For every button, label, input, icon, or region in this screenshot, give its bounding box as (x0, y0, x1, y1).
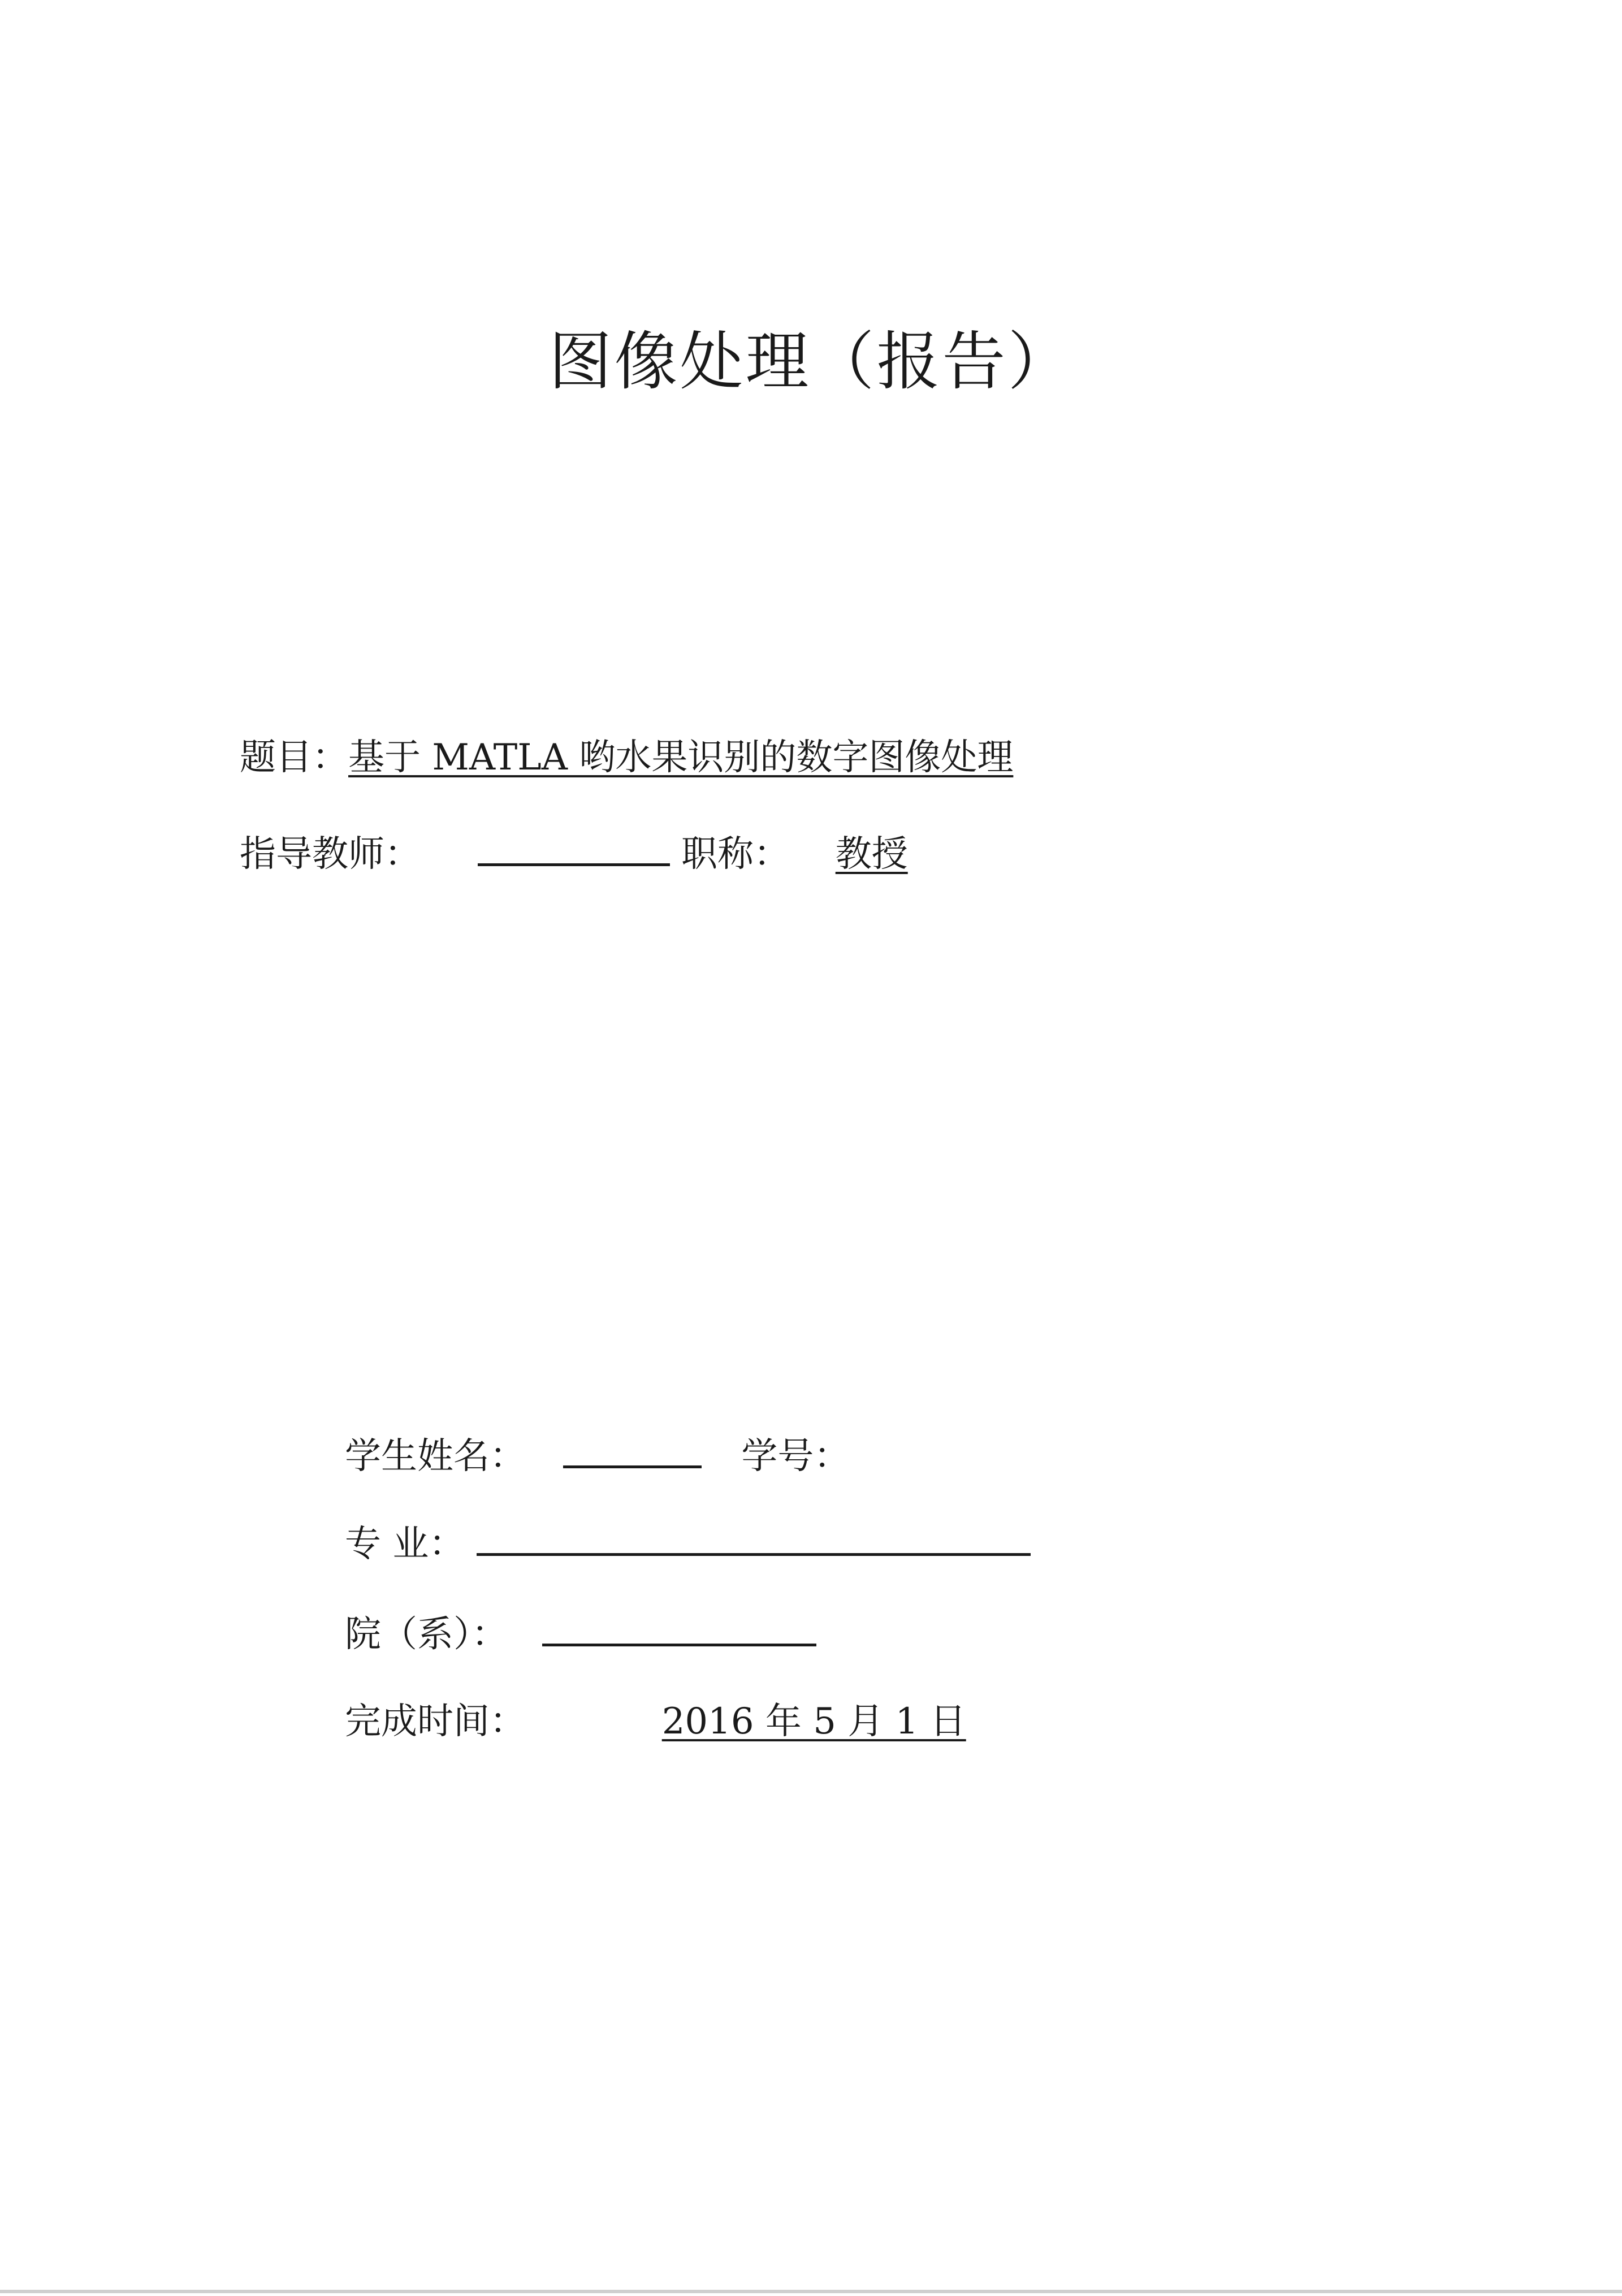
page-bottom-edge (0, 2290, 1622, 2293)
student-id-label: 学号： (741, 1435, 850, 1477)
completion-row (345, 1696, 966, 1747)
college-row (345, 1609, 816, 1660)
major-row (345, 1518, 1031, 1569)
topic-label: 题目： (240, 737, 348, 779)
college-label: 院（系）： (345, 1614, 508, 1655)
advisor-label: 指导教师： (240, 833, 421, 875)
completion-label: 完成时间： (345, 1701, 526, 1742)
advisor-title-value: 教授 (835, 833, 908, 875)
topic-row (240, 732, 1013, 783)
student-name-blank-line (563, 1430, 702, 1468)
advisor-row (240, 828, 908, 880)
student-name-label: 学生姓名： (345, 1435, 526, 1477)
major-blank-line (477, 1518, 1031, 1556)
completion-value: 2016 年 5 月 1 日 (661, 1701, 966, 1742)
report-title: 图像处理（报告） (548, 325, 1074, 399)
advisor-title-label: 职称： (681, 833, 790, 875)
major-label: 专 业： (345, 1523, 465, 1565)
college-blank-line (542, 1609, 816, 1646)
topic-value: 基于 MATLA 哟水果识别的数字图像处理 (348, 737, 1014, 779)
advisor-blank-line (478, 828, 670, 866)
student-row (345, 1430, 850, 1482)
